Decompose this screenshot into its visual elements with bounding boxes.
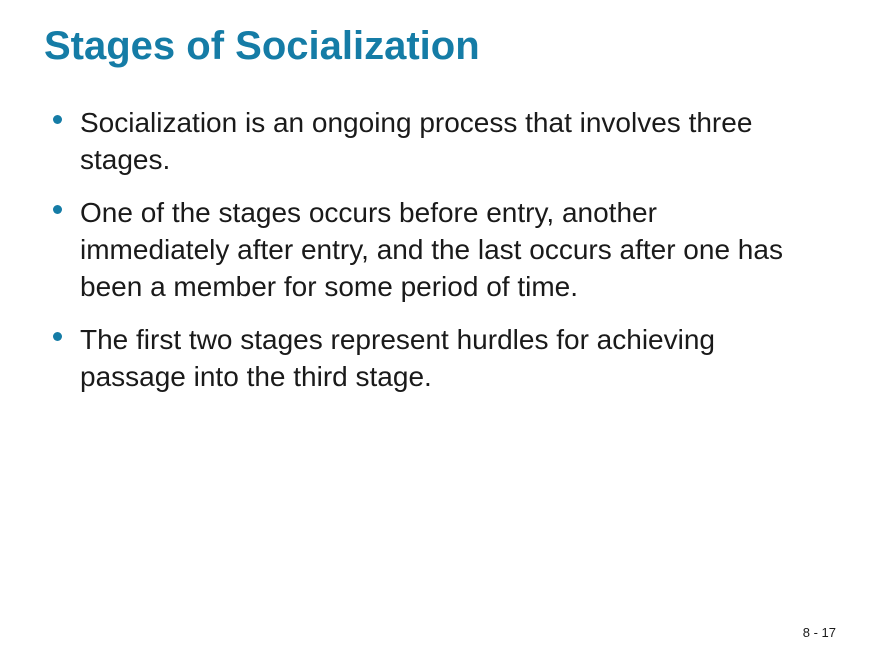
bullet-item — [44, 104, 850, 178]
bullet-text-line: The first two stages represent hurdles for achieving — [80, 324, 715, 355]
bullet-icon — [53, 115, 62, 124]
page-number: 8 - 17 — [802, 625, 836, 640]
bullet-text-line: One of the stages occurs before entry, another — [80, 197, 657, 228]
bullet-icon — [53, 332, 62, 341]
bullet-text-line: passage into the third stage. — [80, 361, 432, 392]
bullet-text-line: been a member for some period of time. — [80, 271, 579, 302]
bullet-item — [44, 194, 850, 305]
bullet-icon — [53, 205, 62, 214]
slide-title: Stages of Socialization — [44, 24, 480, 68]
bullet-list — [44, 104, 850, 411]
bullet-text-line: Socialization is an ongoing process that involves three — [80, 107, 753, 138]
bullet-item — [44, 321, 850, 395]
bullet-text-line: stages. — [80, 144, 171, 175]
bullet-text-line: immediately after entry, and the last occurs after one has — [80, 234, 783, 265]
